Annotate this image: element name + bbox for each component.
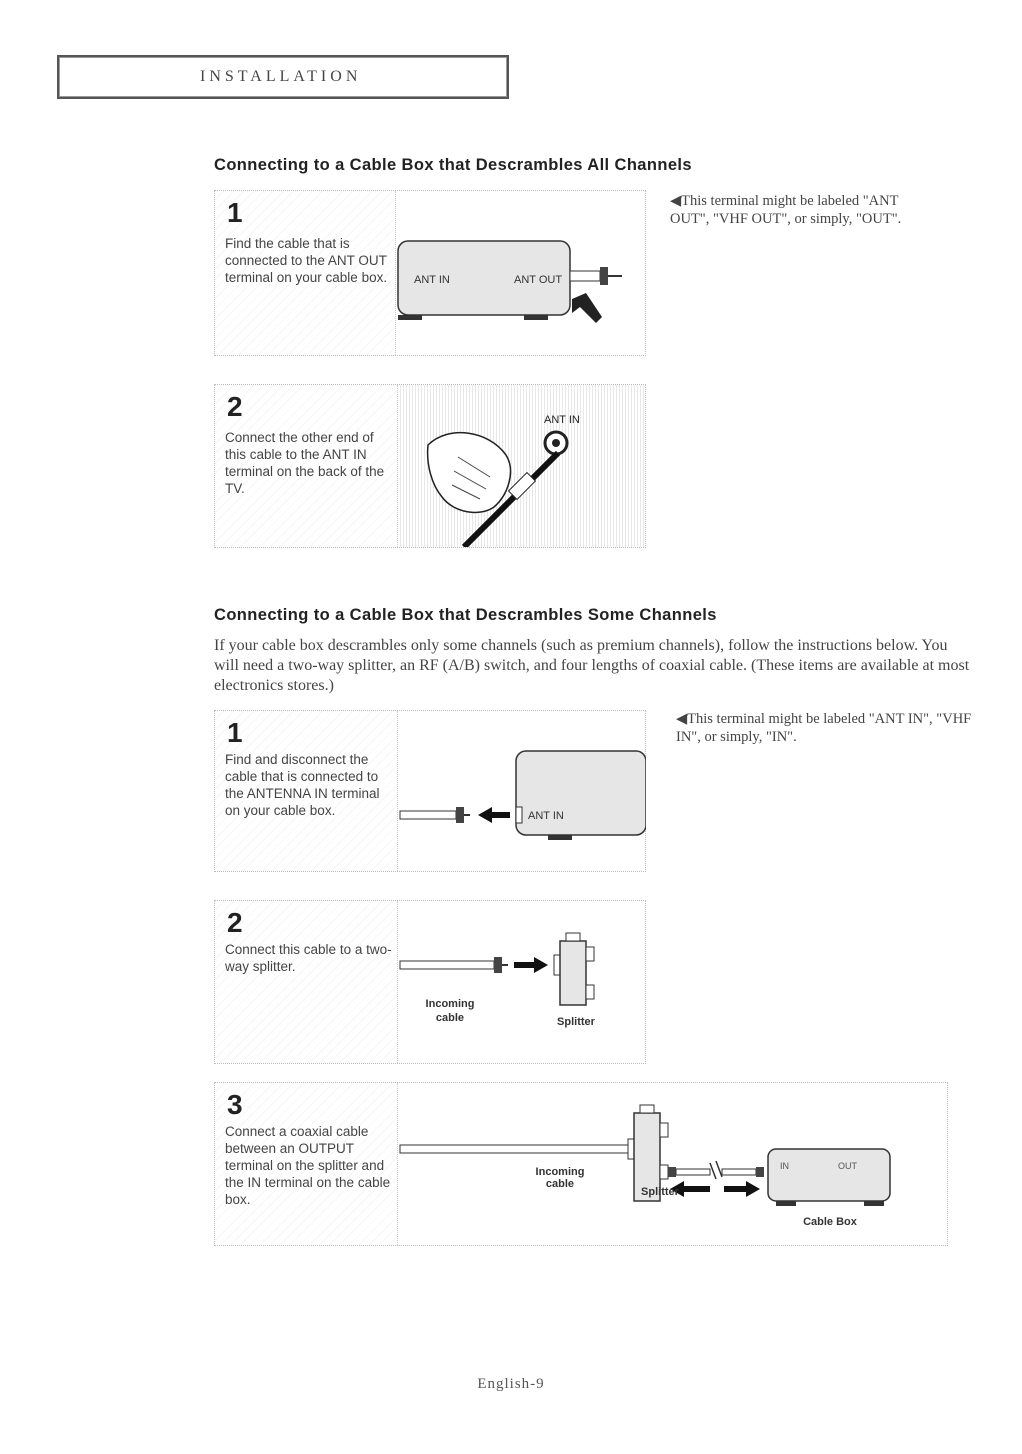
arrow-right-icon: [514, 957, 548, 973]
cable-label: cable: [435, 1012, 465, 1024]
page-header-title: INSTALLATION: [200, 68, 362, 85]
s2-step1-panel: [214, 710, 646, 872]
arrow-right-icon: [724, 1181, 760, 1197]
step-text: Find and disconnect the cable that is connected to the ANTENNA IN terminal on your cable box.: [225, 752, 380, 818]
section2-intro: If your cable box descrambles only some channels (such as premium channels), follow the instructions below. You will need a two-way splitter, an RF (A/B) switch, and four lengths of coaxial cable. (These items are available at most electronics stores.): [214, 637, 970, 694]
section1-title: Connecting to a Cable Box that Descrambles All Channels: [214, 156, 692, 174]
s2-step2-illustration: [397, 901, 645, 1063]
s1-step1-panel: [214, 190, 646, 356]
cable-box-shape: [768, 1149, 890, 1201]
out-label: OUT: [838, 1161, 857, 1171]
step-number: 2: [227, 391, 243, 422]
cable-box-ant-out-diagram: [396, 191, 646, 355]
s2-step1-illustration: [397, 711, 645, 871]
step-text: Connect the other end of this cable to the ANT IN terminal on the back of the TV.: [225, 430, 385, 496]
step-text: Find the cable that is connected to the ANT OUT terminal on your cable box.: [225, 236, 388, 285]
disconnect-ant-in-diagram: [398, 711, 646, 871]
step-text: Connect a coaxial cable between an OUTPUT terminal on the splitter and the IN terminal on the cable box.: [225, 1124, 391, 1207]
ant-in-label: ANT IN: [414, 274, 450, 286]
section1-note: ◀This terminal might be labeled "ANT OUT", "VHF OUT", or simply, "OUT".: [670, 193, 902, 227]
cable-box-label: Cable Box: [803, 1216, 857, 1228]
cable-box-shape: [516, 751, 646, 835]
arrow-left-icon: [478, 807, 510, 823]
s1-step2-illustration: [397, 385, 645, 547]
incoming-label: Incoming: [535, 1166, 585, 1178]
step-text: Connect this cable to a two-way splitter.: [225, 942, 392, 974]
cable-label: cable: [545, 1178, 575, 1190]
in-label: IN: [780, 1161, 789, 1171]
splitter-label: Splitter: [641, 1186, 679, 1198]
s1-step2-panel: [214, 384, 646, 548]
section2-note: ◀This terminal might be labeled "ANT IN", "VHF IN", or simply, "IN".: [676, 711, 972, 745]
s2-step2-panel: [214, 900, 646, 1064]
ant-out-label: ANT OUT: [514, 274, 563, 286]
splitter-to-cable-box-diagram: [398, 1083, 948, 1245]
incoming-label: Incoming: [425, 998, 475, 1010]
pointer-arrow-icon: [572, 293, 602, 323]
s2-step3-illustration: [397, 1083, 947, 1245]
page-number: English-9: [477, 1376, 545, 1392]
section2-title: Connecting to a Cable Box that Descrambles Some Channels: [214, 606, 717, 624]
splitter-connection-diagram: [398, 901, 646, 1063]
splitter-shape: [560, 941, 586, 1005]
step-number: 3: [227, 1089, 243, 1120]
step-number: 2: [227, 907, 243, 938]
s2-step3-panel: [214, 1082, 948, 1246]
s1-step1-illustration: [395, 191, 645, 355]
splitter-label: Splitter: [557, 1016, 595, 1028]
hand-illustration: [428, 433, 511, 513]
ant-in-label: ANT IN: [528, 810, 564, 822]
tv-ant-in-hand-diagram: [398, 385, 646, 547]
step-number: 1: [227, 197, 243, 228]
ant-in-label: ANT IN: [544, 414, 580, 426]
step-number: 1: [227, 717, 243, 748]
